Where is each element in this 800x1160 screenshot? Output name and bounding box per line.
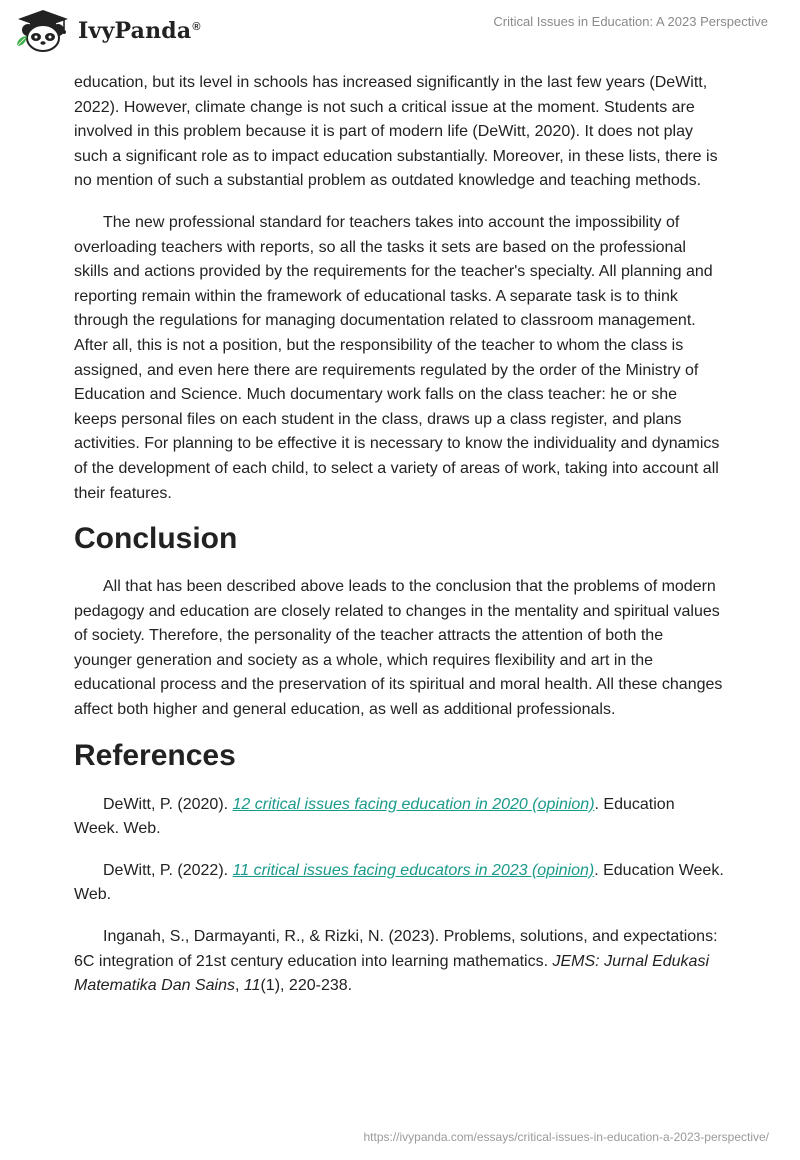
article-content [74,70,724,999]
paragraph-professional-standard: The new professional standard for teachers takes into account the impossibility of overloading teachers with reports, so all the tasks it sets are based on the professional skills and actions provided by the requirements for the teacher's specialty. All planning and reporting remain within the framework of educational tasks. A separate task is to think through the regulations for managing documentation related to classroom management. After all, this is not a position, but the responsibility of the teacher to whom the class is assigned, and even here there are requirements regulated by the order of the Ministry of Education and Science. Much documentary work falls on the class teacher: he or she keeps personal files on each student in the class, draws up a class register, and plans activities. For planning to be effective it is necessary to know the individuality and dynamics of the development of each child, to select a variety of areas of work, taking into account all their features. [74,213,720,502]
references-heading: References [74,738,236,772]
reference-item-2 [74,859,724,908]
reference-3-journal: JEMS: Jurnal Edukasi Matematika Dan Sains [74,952,710,995]
reference-2-link[interactable]: 11 critical issues facing educators in 2023 (opinion) [232,861,595,879]
brand-name-text: IvyPanda [78,18,192,44]
page-header [0,0,800,70]
reference-3-volume: 11 [243,977,261,995]
reference-3-separator: , [234,977,244,995]
conclusion-paragraph: All that has been described above leads to the conclusion that the problems of modern pedagogy and education are closely related to changes in the mentality and spiritual values of society. Therefore, the personality of the teacher attracts the attention of both the younger generation and society as a whole, which requires flexibility and art in the educational process and the preservation of its spiritual and moral health. All these changes affect both higher and general education, as well as additional professionals. [74,578,723,719]
reference-3-citation: Inganah, S., Darmayanti, R., & Rizki, N. (2023). Problems, solutions, and expectations: 6C integration of 21st century education into learning mathematics. [74,928,718,970]
brand-logo[interactable] [14,8,201,54]
brand-name [78,18,201,44]
reference-1-author: DeWitt, P. (2020). [103,795,233,813]
panda-graduate-icon [14,8,72,54]
reference-3-pages: (1), 220-238. [260,977,353,995]
reference-item-1 [74,793,724,842]
reference-1-link[interactable]: 12 critical issues facing education in 2020 (opinion) [232,795,595,813]
reference-item-3 [74,925,724,999]
page-url-footer: https://ivypanda.com/essays/critical-issues-in-education-a-2023-perspective/ [363,1130,769,1144]
reference-1-source: . Education Week. Web. [74,795,675,838]
document-title: Critical Issues in Education: A 2023 Perspective [493,14,768,29]
conclusion-heading: Conclusion [74,522,238,556]
brand-registered-mark: ® [192,20,201,33]
paragraph-continued: education, but its level in schools has increased significantly in the last few years (DeWitt, 2022). However, climate change is not such a critical issue at the moment. Students are involved in this problem because it is part of modern life (DeWitt, 2020). It does not play such a significant role as to impact education substantially. Moreover, in these lists, there is no mention of such a substantial problem as outdated knowledge and teaching methods. [74,74,718,190]
reference-2-author: DeWitt, P. (2022). [103,861,233,879]
reference-2-source: . Education Week. Web. [74,861,724,904]
